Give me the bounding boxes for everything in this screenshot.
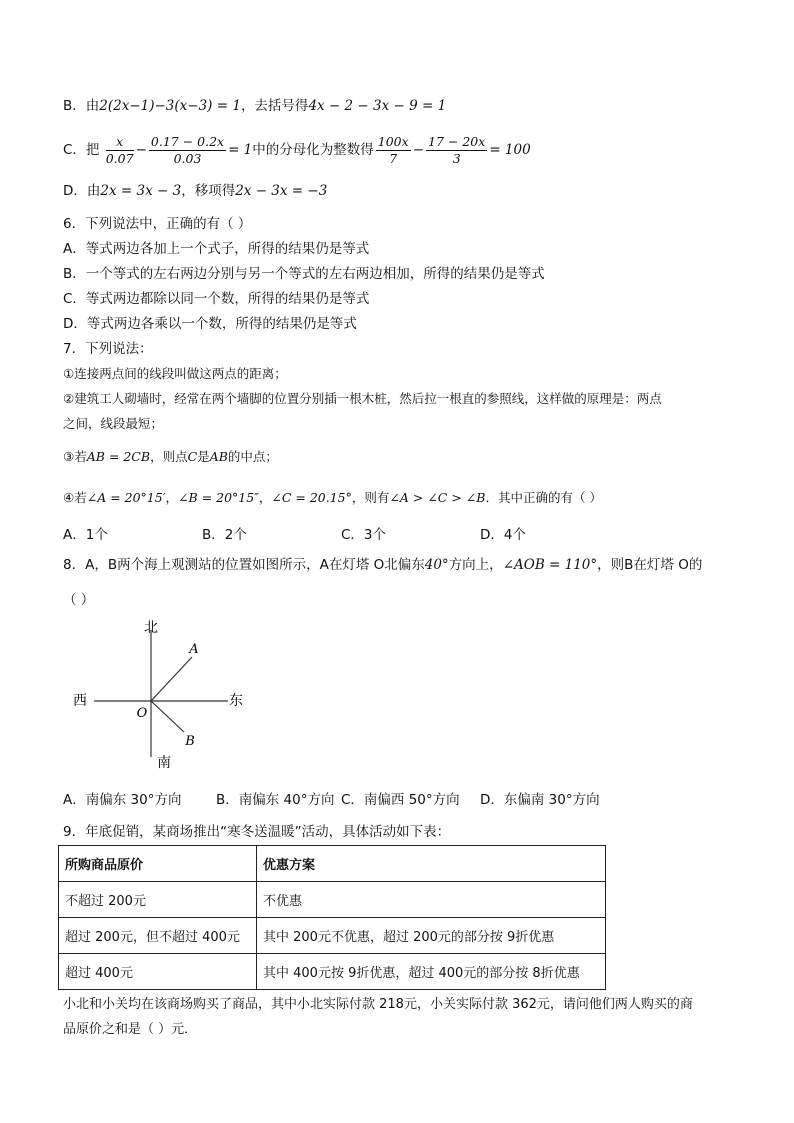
q8-paren: （ ） bbox=[63, 592, 95, 608]
q8-option-b: B．南偏东 40°方向 bbox=[216, 792, 335, 808]
q7-statement-4: ④若∠A = 20°15′，∠B = 20°15″，∠C = 20.15°，则有∠A > ∠C > ∠B．其中正确的有（ ） bbox=[63, 490, 602, 505]
label-b: B bbox=[185, 734, 195, 749]
table-cell: 不优惠 bbox=[257, 882, 606, 918]
q7-statement-1: ①连接两点间的线段叫做这两点的距离； bbox=[63, 366, 287, 381]
q6-option-a: A．等式两边各加上一个式子，所得的结果仍是等式 bbox=[63, 241, 370, 257]
label-o: O bbox=[136, 706, 148, 721]
q7-statement-2b: 之间，线段最短； bbox=[63, 416, 164, 431]
label-a: A bbox=[189, 642, 199, 657]
q9-tail-b: 品原价之和是（ ）元． bbox=[63, 1022, 198, 1037]
compass-figure bbox=[60, 615, 260, 775]
table-cell: 超过 400元 bbox=[59, 954, 257, 990]
q8-option-d: D．东偏南 30°方向 bbox=[480, 792, 600, 808]
q6-option-b: B．一个等式的左右两边分别与另一个等式的左右两边相加，所得的结果仍是等式 bbox=[63, 266, 545, 282]
table-cell: 其中 200元不优惠，超过 200元的部分按 9折优惠 bbox=[257, 918, 606, 954]
q7-stem: 7．下列说法： bbox=[63, 341, 153, 357]
table-header-row bbox=[59, 846, 606, 882]
label-west: 西 bbox=[73, 693, 87, 709]
table-cell: 不超过 200元 bbox=[59, 882, 257, 918]
q5-b-equation-1: 2(2x−1)−3(x−3) = 1 bbox=[99, 98, 241, 114]
table-cell: 超过 200元，但不超过 400元 bbox=[59, 918, 257, 954]
q7-option-a: A．1个 bbox=[63, 527, 108, 543]
q5-option-c: C．把 $\frac{x}{0.07}$ − $\frac{0.17 - 0.2x}{0.03}$ = 1中的分母化为整数得 $\frac{100x}{7}$ − $\frac{17 - 20x}{3}$ = 100 bbox=[63, 133, 531, 166]
q7-option-b: B．2个 bbox=[202, 527, 247, 543]
table-header: 所购商品原价 bbox=[59, 846, 257, 882]
table-header: 优惠方案 bbox=[257, 846, 606, 882]
fraction: $\frac{x}{0.07}$ bbox=[105, 133, 134, 166]
q9-tail-a: 小北和小关均在该商场购买了商品，其中小北实际付款 218元，小关实际付款 362元，请问他们两人购买的商 bbox=[63, 997, 693, 1012]
q9-stem: 9．年底促销，某商场推出“寒冬送温暖”活动，具体活动如下表： bbox=[63, 824, 451, 840]
q5-option-d: D．由2x = 3x − 3，移项得2x − 3x = −3 bbox=[63, 183, 328, 199]
q7-option-c: C．3个 bbox=[341, 527, 387, 543]
q8-option-a: A．南偏东 30°方向 bbox=[63, 792, 182, 808]
fraction: $\frac{17 - 20x}{3}$ bbox=[428, 133, 486, 166]
q5-b-equation-2: 4x − 2 − 3x − 9 = 1 bbox=[308, 98, 447, 114]
q7-option-d: D．4个 bbox=[480, 527, 526, 543]
q5-option-b: B．由2(2x−1)−3(x−3) = 1，去括号得4x − 2 − 3x − 9 = 1 bbox=[63, 98, 447, 114]
q6-option-c: C．等式两边都除以同一个数，所得的结果仍是等式 bbox=[63, 291, 370, 307]
q6-option-d: D．等式两边各乘以一个数，所得的结果仍是等式 bbox=[63, 316, 357, 332]
fraction: $\frac{100x}{7}$ bbox=[377, 133, 409, 166]
ray-oa bbox=[151, 657, 192, 701]
table-row bbox=[59, 882, 606, 918]
label-south: 南 bbox=[157, 755, 171, 771]
q6-stem: 6．下列说法中，正确的有（ ） bbox=[63, 216, 252, 232]
q7-statement-3: ③若AB = 2CB，则点C是AB的中点； bbox=[63, 449, 278, 464]
label-north: 北 bbox=[144, 620, 158, 636]
q7-statement-2a: ②建筑工人砌墙时，经常在两个墙脚的位置分别插一根木桩，然后拉一根直的参照线，这样做的原理是：两点 bbox=[63, 391, 662, 406]
q8-stem: 8．A，B两个海上观测站的位置如图所示，A在灯塔 O北偏东40°方向上，∠AOB = 110°，则B在灯塔 O的 bbox=[63, 557, 703, 573]
table-row bbox=[59, 954, 606, 990]
ray-ob bbox=[151, 701, 184, 732]
q8-option-c: C．南偏西 50°方向 bbox=[341, 792, 460, 808]
label-east: 东 bbox=[229, 693, 243, 709]
table-cell: 其中 400元按 9折优惠，超过 400元的部分按 8折优惠 bbox=[257, 954, 606, 990]
promo-table bbox=[58, 845, 606, 990]
fraction: $\frac{0.17 - 0.2x}{0.03}$ bbox=[150, 133, 225, 166]
table-row bbox=[59, 918, 606, 954]
